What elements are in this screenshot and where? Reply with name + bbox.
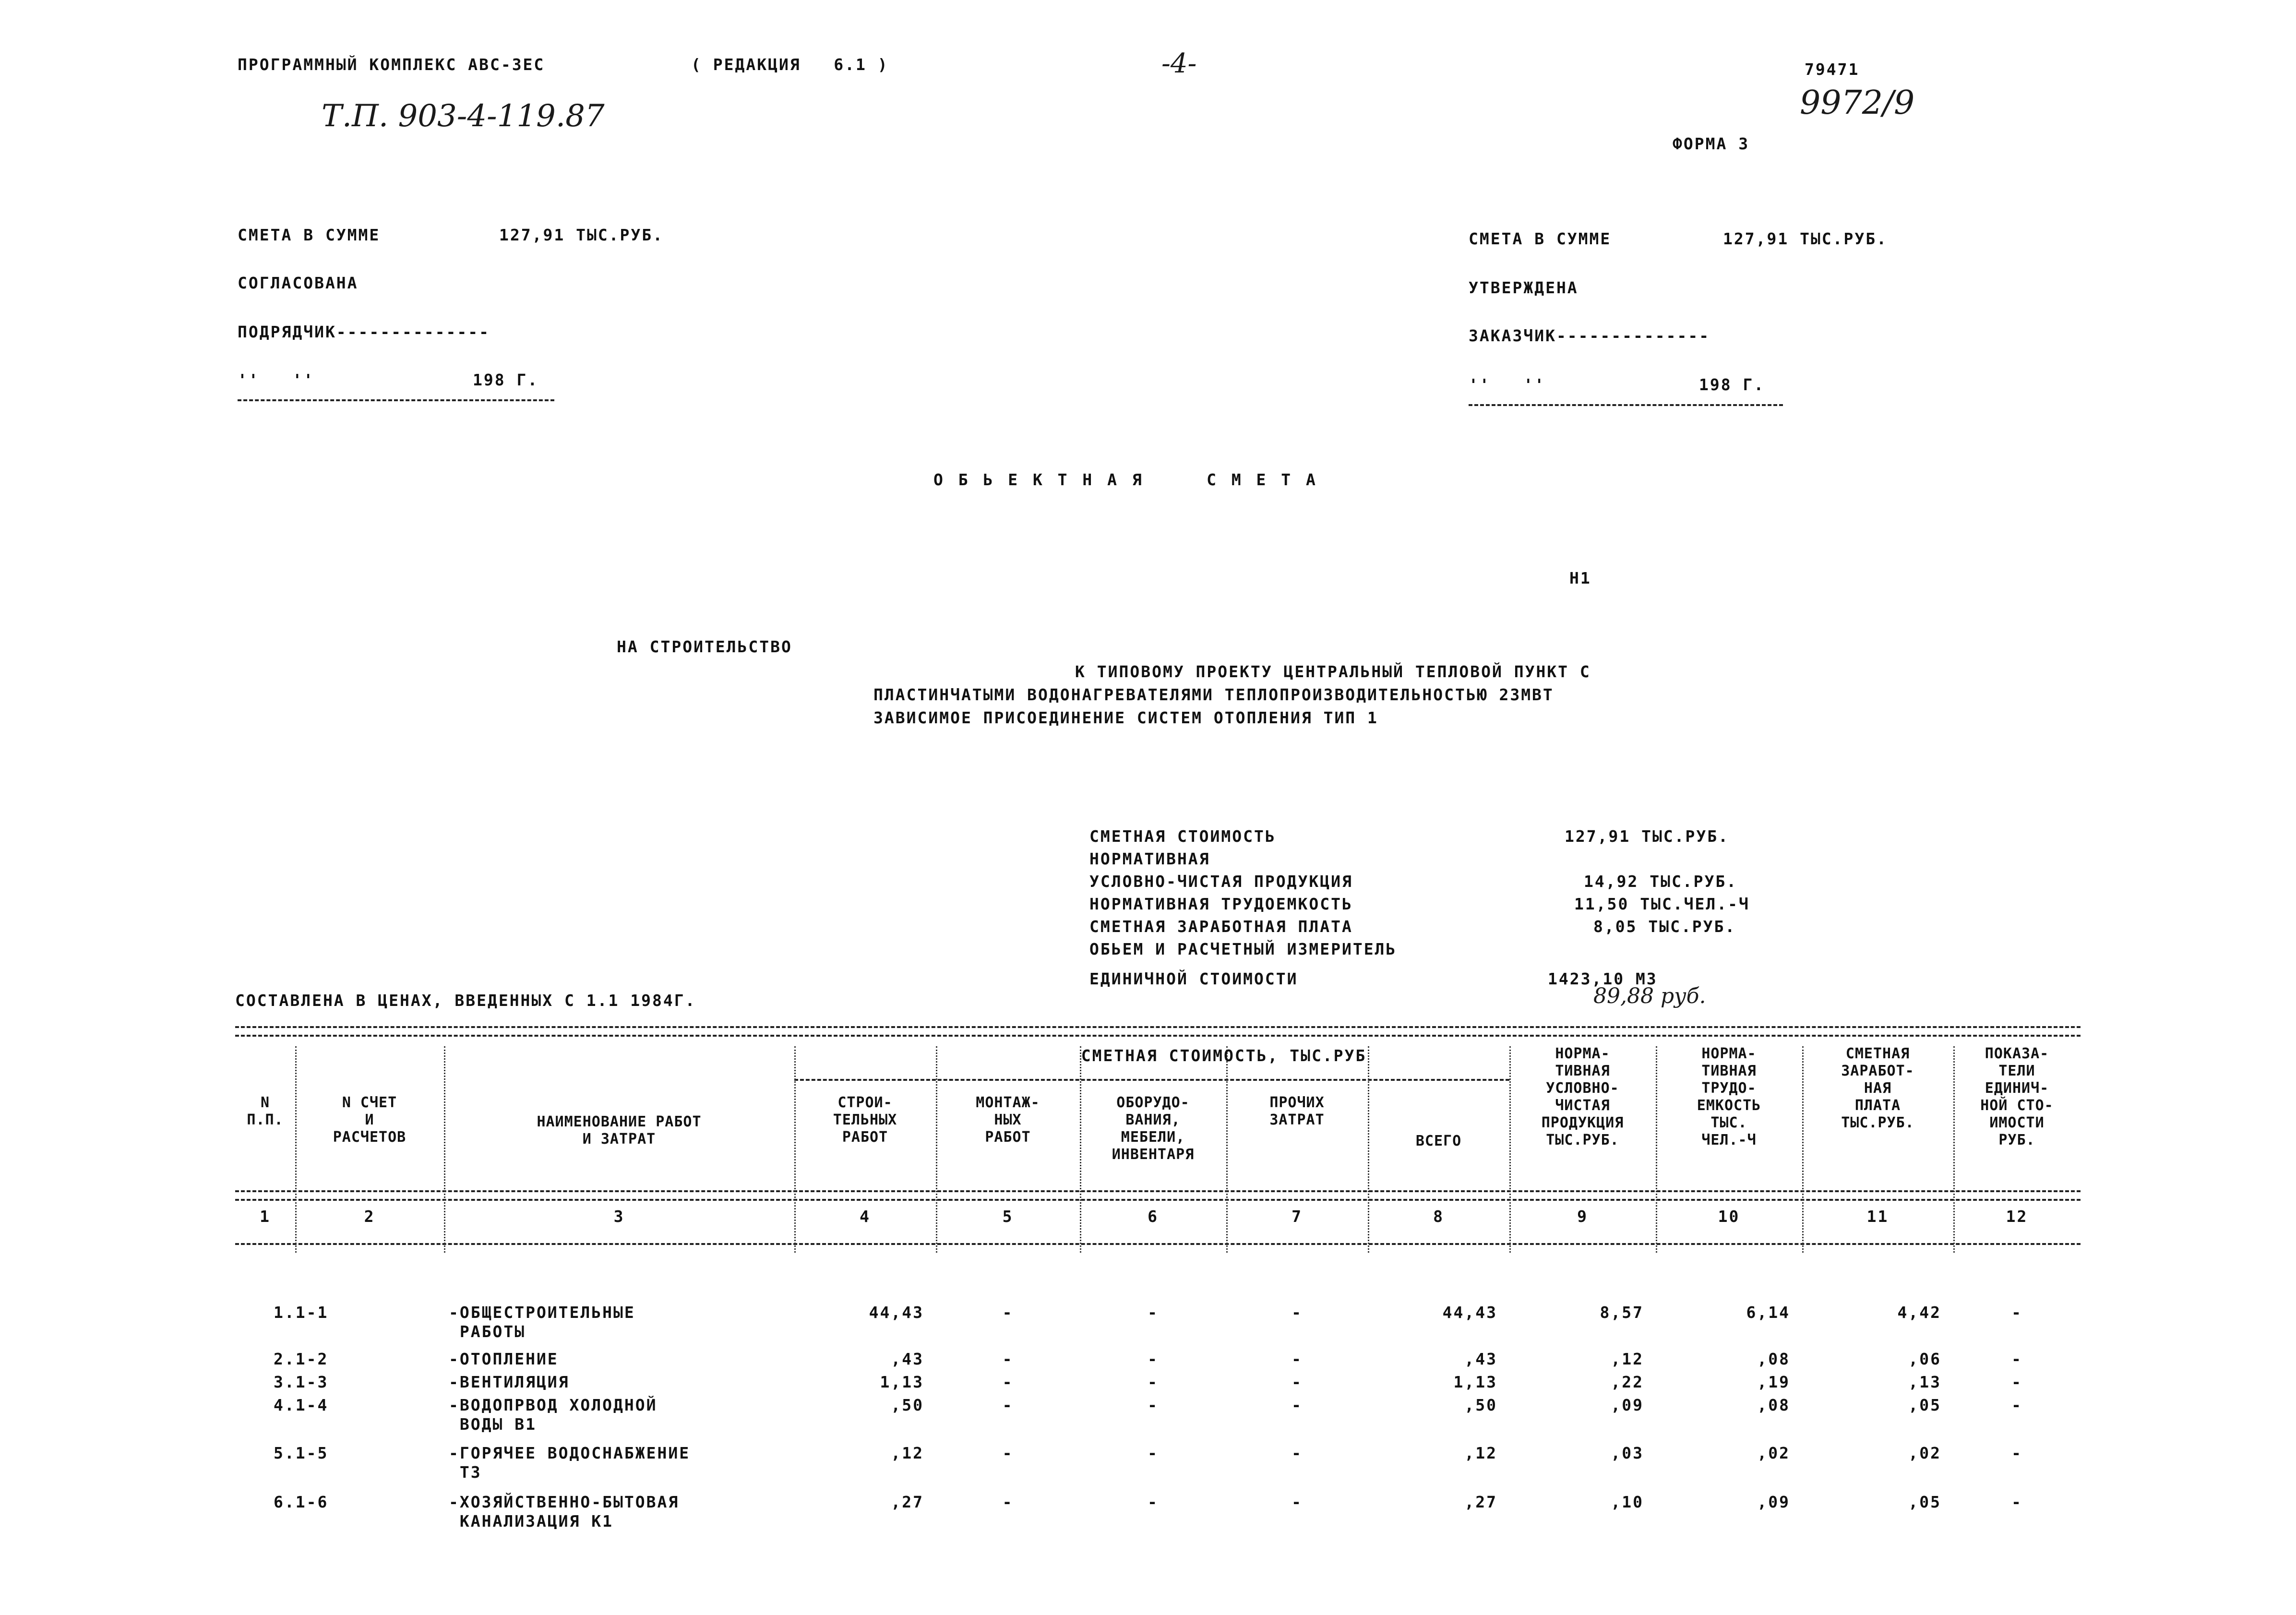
row-equipment: - (1148, 1444, 1159, 1462)
row-equipment: - (1148, 1350, 1159, 1368)
col-number-7: 7 (1292, 1207, 1303, 1226)
row-code: 6.1-6 (274, 1493, 329, 1511)
left-date-underline (238, 399, 554, 401)
row-name: -ГОРЯЧЕЕ ВОДОСНАБЖЕНИЕ Т3 (449, 1444, 691, 1482)
row-net-product: ,09 (1611, 1396, 1644, 1414)
row-code: 3.1-3 (274, 1373, 329, 1391)
group-header: СМЕТНАЯ СТОИМОСТЬ, ТЫС.РУБ (1081, 1046, 1367, 1065)
header-bottom-rule-2 (235, 1199, 2081, 1201)
row-construction: ,50 (891, 1396, 924, 1414)
left-status: СОГЛАСОВАНА (238, 274, 359, 292)
row-other: - (1292, 1373, 1303, 1391)
row-equipment: - (1148, 1396, 1159, 1414)
row-net-product: ,03 (1611, 1444, 1644, 1462)
row-labor: ,09 (1757, 1493, 1790, 1511)
left-year: 198 Г. (473, 371, 539, 389)
col-header-7: ПРОЧИХ ЗАТРАТ (1269, 1094, 1325, 1128)
summary-net-label: УСЛОВНО-ЧИСТАЯ ПРОДУКЦИЯ (1089, 872, 1353, 891)
row-equipment: - (1148, 1493, 1159, 1511)
row-wage: ,02 (1908, 1444, 1941, 1462)
project-code: Т.П. 903-4-119.87 (322, 98, 605, 134)
col-number-8: 8 (1433, 1207, 1444, 1226)
row-total: ,50 (1464, 1396, 1497, 1414)
table-top-rule-2 (235, 1035, 2081, 1037)
col-header-10: НОРМА- ТИВНАЯ ТРУДО- ЕМКОСТЬ ТЫС. ЧЕЛ.-Ч (1697, 1045, 1761, 1148)
row-total: 44,43 (1442, 1303, 1497, 1322)
row-construction: 1,13 (880, 1373, 924, 1391)
summary-labor-value: 11,50 ТЫС.ЧЕЛ.-Ч (1574, 895, 1750, 913)
col-header-1: N П.П. (247, 1094, 284, 1128)
row-unit-cost: - (2011, 1350, 2022, 1368)
group-header-rule (794, 1079, 1509, 1081)
summary-cost-label: СМЕТНАЯ СТОИМОСТЬ (1089, 827, 1276, 846)
row-unit-cost: - (2011, 1303, 2022, 1322)
row-code: 1.1-1 (274, 1303, 329, 1322)
summary-unit-handwritten: 89,88 руб. (1593, 984, 1706, 1008)
construction-line-1: К ТИПОВОМУ ПРОЕКТУ ЦЕНТРАЛЬНЫЙ ТЕПЛОВОЙ ПУНКТ С (1075, 662, 1591, 681)
row-equipment: - (1148, 1303, 1159, 1322)
col-header-3: НАИМЕНОВАНИЕ РАБОТ И ЗАТРАТ (537, 1113, 702, 1148)
col-number-9: 9 (1577, 1207, 1588, 1226)
summary-net-value: 14,92 ТЫС.РУБ. (1584, 872, 1738, 891)
col-number-1: 1 (260, 1207, 271, 1226)
col-number-3: 3 (613, 1207, 625, 1226)
row-other: - (1292, 1350, 1303, 1368)
col-header-8: ВСЕГО (1415, 1133, 1462, 1149)
left-date-quotes: '' '' (238, 371, 315, 389)
summary-labor-label: НОРМАТИВНАЯ ТРУДОЕМКОСТЬ (1089, 895, 1353, 913)
document-title: О Б Ь Е К Т Н А Я С М Е Т А (933, 470, 1318, 489)
right-date-quotes: '' '' (1469, 375, 1546, 394)
row-unit-cost: - (2011, 1444, 2022, 1462)
col-header-5: МОНТАЖ- НЫХ РАБОТ (976, 1094, 1040, 1146)
row-wage: ,13 (1908, 1373, 1941, 1391)
row-net-product: ,22 (1611, 1373, 1644, 1391)
right-status: УТВЕРЖДЕНА (1469, 278, 1578, 297)
prices-note: СОСТАВЛЕНА В ЦЕНАХ, ВВЕДЕННЫХ С 1.1 1984Г. (235, 991, 696, 1010)
row-net-product: ,10 (1611, 1493, 1644, 1511)
row-installation: - (1002, 1373, 1014, 1391)
row-code: 5.1-5 (274, 1444, 329, 1462)
row-labor: ,08 (1757, 1396, 1790, 1414)
col-number-10: 10 (1718, 1207, 1740, 1226)
col-header-4: СТРОИ- ТЕЛЬНЫХ РАБОТ (833, 1094, 897, 1146)
row-construction: ,27 (891, 1493, 924, 1511)
right-year: 198 Г. (1699, 375, 1765, 394)
row-labor: ,08 (1757, 1350, 1790, 1368)
row-unit-cost: - (2011, 1373, 2022, 1391)
row-other: - (1292, 1493, 1303, 1511)
col-number-4: 4 (860, 1207, 871, 1226)
row-installation: - (1002, 1493, 1014, 1511)
form-label: ФОРМА 3 (1673, 134, 1750, 153)
row-construction: ,43 (891, 1350, 924, 1368)
row-installation: - (1002, 1303, 1014, 1322)
program-edition: ( РЕДАКЦИЯ 6.1 ) (691, 55, 889, 74)
row-total: ,43 (1464, 1350, 1497, 1368)
row-other: - (1292, 1444, 1303, 1462)
row-unit-cost: - (2011, 1493, 2022, 1511)
summary-volume-label: ОБЬЕМ И РАСЧЕТНЫЙ ИЗМЕРИТЕЛЬ (1089, 940, 1397, 958)
summary-cost-value: 127,91 ТЫС.РУБ. (1565, 827, 1730, 846)
row-net-product: ,12 (1611, 1350, 1644, 1368)
col-number-2: 2 (364, 1207, 375, 1226)
document-number: 79471 (1805, 60, 1860, 79)
left-sum-value: 127,91 ТЫС.РУБ. (499, 226, 664, 244)
row-labor: ,02 (1757, 1444, 1790, 1462)
col-header-9: НОРМА- ТИВНАЯ УСЛОВНО- ЧИСТАЯ ПРОДУКЦИЯ ТЫС.РУБ. (1541, 1045, 1624, 1148)
col-header-2: N СЧЕТ И РАСЧЕТОВ (333, 1094, 407, 1146)
row-unit-cost: - (2011, 1396, 2022, 1414)
left-sum-label: СМЕТА В СУММЕ (238, 226, 381, 244)
summary-wage-value: 8,05 ТЫС.РУБ. (1593, 917, 1736, 936)
right-date-underline (1469, 404, 1783, 406)
left-party: ПОДРЯДЧИК-------------- (238, 323, 490, 341)
header-bottom-rule (235, 1190, 2081, 1192)
row-labor: 6,14 (1746, 1303, 1790, 1322)
row-other: - (1292, 1303, 1303, 1322)
program-name: ПРОГРАММНЫЙ КОМПЛЕКС АВС-3ЕС (238, 55, 545, 74)
row-total: 1,13 (1453, 1373, 1497, 1391)
row-name: -ОБЩЕСТРОИТЕЛЬНЫЕ РАБОТЫ (449, 1303, 635, 1341)
col-number-6: 6 (1148, 1207, 1159, 1226)
summary-wage-label: СМЕТНАЯ ЗАРАБОТНАЯ ПЛАТА (1089, 917, 1353, 936)
row-name: -ОТОПЛЕНИЕ (449, 1350, 559, 1368)
right-sum-label: СМЕТА В СУММЕ (1469, 229, 1612, 248)
construction-line-2: ПЛАСТИНЧАТЫМИ ВОДОНАГРЕВАТЕЛЯМИ ТЕПЛОПРОИЗВОДИТЕЛЬНОСТЬЮ 23МВТ (873, 685, 1554, 704)
row-equipment: - (1148, 1373, 1159, 1391)
row-other: - (1292, 1396, 1303, 1414)
col-header-11: СМЕТНАЯ ЗАРАБОТ- НАЯ ПЛАТА ТЫС.РУБ. (1841, 1045, 1914, 1131)
row-name: -ВЕНТИЛЯЦИЯ (449, 1373, 570, 1391)
row-code: 4.1-4 (274, 1396, 329, 1414)
row-total: ,12 (1464, 1444, 1497, 1462)
col-number-11: 11 (1866, 1207, 1889, 1226)
right-party: ЗАКАЗЧИК-------------- (1469, 326, 1710, 345)
row-wage: 4,42 (1897, 1303, 1941, 1322)
row-name: -ХОЗЯЙСТВЕННО-БЫТОВАЯ КАНАЛИЗАЦИЯ К1 (449, 1493, 680, 1531)
table-top-rule (235, 1026, 2081, 1028)
row-wage: ,05 (1908, 1493, 1941, 1511)
row-installation: - (1002, 1396, 1014, 1414)
row-labor: ,19 (1757, 1373, 1790, 1391)
construction-label: НА СТРОИТЕЛЬСТВО (617, 637, 792, 656)
col-header-12: ПОКАЗА- ТЕЛИ ЕДИНИЧ- НОЙ СТО- ИМОСТИ РУБ. (1980, 1045, 2054, 1148)
row-total: ,27 (1464, 1493, 1497, 1511)
construction-line-3: ЗАВИСИМОЕ ПРИСОЕДИНЕНИЕ СИСТЕМ ОТОПЛЕНИЯ ТИП 1 (873, 708, 1378, 727)
row-installation: - (1002, 1350, 1014, 1368)
page-number: -4- (1161, 48, 1197, 79)
row-wage: ,05 (1908, 1396, 1941, 1414)
col-number-5: 5 (1002, 1207, 1014, 1226)
row-construction: 44,43 (869, 1303, 924, 1322)
row-net-product: 8,57 (1600, 1303, 1644, 1322)
col-number-12: 12 (2006, 1207, 2028, 1226)
summary-unit-label: ЕДИНИЧНОЙ СТОИМОСТИ (1089, 969, 1298, 988)
row-construction: ,12 (891, 1444, 924, 1462)
numbers-bottom-rule (235, 1243, 2081, 1245)
right-sum-value: 127,91 ТЫС.РУБ. (1723, 229, 1888, 248)
album-number: 9972/9 (1800, 84, 1915, 122)
summary-normative-label: НОРМАТИВНАЯ (1089, 849, 1210, 868)
row-code: 2.1-2 (274, 1350, 329, 1368)
summary-unit-value: 1423,10 М3 (1548, 969, 1658, 988)
row-installation: - (1002, 1444, 1014, 1462)
row-name: -ВОДОПРВОД ХОЛОДНОЙ ВОДЫ В1 (449, 1396, 658, 1434)
estimate-number: Н1 (1569, 569, 1591, 587)
row-wage: ,06 (1908, 1350, 1941, 1368)
col-header-6: ОБОРУДО- ВАНИЯ, МЕБЕЛИ, ИНВЕНТАРЯ (1112, 1094, 1195, 1163)
